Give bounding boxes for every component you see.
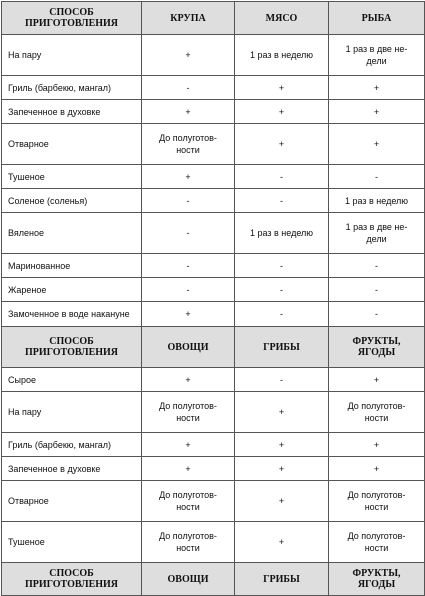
header-category-cell: РЫБА: [329, 2, 425, 35]
value-cell: -: [329, 165, 425, 189]
value-cell: -: [235, 368, 329, 392]
value-cell: +: [329, 457, 425, 481]
value-cell: -: [235, 254, 329, 278]
value-cell: +: [142, 457, 235, 481]
value-cell: -: [142, 278, 235, 302]
value-cell: До полуготов- ности: [329, 392, 425, 433]
value-cell: -: [235, 278, 329, 302]
header-category-cell: ОВОЩИ: [142, 327, 235, 368]
method-label-cell: Тушеное: [2, 165, 142, 189]
value-cell: +: [142, 433, 235, 457]
value-cell: +: [235, 433, 329, 457]
header-category-cell: ФРУКТЫ, ЯГОДЫ: [329, 327, 425, 368]
cooking-methods-table: [1, 1, 425, 596]
table-row: [2, 124, 425, 165]
value-cell: 1 раз в неделю: [329, 189, 425, 213]
table-row: [2, 457, 425, 481]
value-cell: До полуготов- ности: [142, 124, 235, 165]
value-cell: +: [235, 457, 329, 481]
method-label-cell: На пару: [2, 392, 142, 433]
method-label-cell: На пару: [2, 35, 142, 76]
value-cell: +: [235, 522, 329, 563]
value-cell: -: [329, 302, 425, 327]
value-cell: 1 раз в две не- дели: [329, 35, 425, 76]
table-row: [2, 302, 425, 327]
method-label-cell: Гриль (барбекю, мангал): [2, 433, 142, 457]
header-row: [2, 327, 425, 368]
value-cell: До полуготов- ности: [142, 522, 235, 563]
table-row: [2, 76, 425, 100]
value-cell: +: [142, 165, 235, 189]
value-cell: 1 раз в неделю: [235, 213, 329, 254]
table-row: [2, 100, 425, 124]
value-cell: +: [142, 100, 235, 124]
header-row: [2, 563, 425, 596]
value-cell: -: [142, 213, 235, 254]
value-cell: -: [235, 189, 329, 213]
value-cell: +: [329, 368, 425, 392]
value-cell: 1 раз в неделю: [235, 35, 329, 76]
value-cell: -: [235, 302, 329, 327]
value-cell: До полуготов- ности: [142, 392, 235, 433]
value-cell: +: [329, 433, 425, 457]
table-row: [2, 392, 425, 433]
header-category-cell: ФРУКТЫ, ЯГОДЫ: [329, 563, 425, 596]
header-category-cell: ГРИБЫ: [235, 563, 329, 596]
value-cell: +: [329, 76, 425, 100]
method-label-cell: Сырое: [2, 368, 142, 392]
value-cell: -: [329, 278, 425, 302]
table-row: [2, 433, 425, 457]
method-label-cell: Вяленое: [2, 213, 142, 254]
method-label-cell: Жареное: [2, 278, 142, 302]
method-label-cell: Соленое (соленья): [2, 189, 142, 213]
value-cell: +: [235, 100, 329, 124]
header-method-cell: СПОСОБ ПРИГОТОВЛЕНИЯ: [2, 327, 142, 368]
value-cell: -: [235, 165, 329, 189]
table-row: [2, 481, 425, 522]
method-label-cell: Отварное: [2, 481, 142, 522]
value-cell: +: [235, 124, 329, 165]
method-label-cell: Тушеное: [2, 522, 142, 563]
table-row: [2, 254, 425, 278]
header-method-cell: СПОСОБ ПРИГОТОВЛЕНИЯ: [2, 2, 142, 35]
value-cell: -: [142, 189, 235, 213]
method-label-cell: Отварное: [2, 124, 142, 165]
table-row: [2, 189, 425, 213]
value-cell: -: [142, 254, 235, 278]
method-label-cell: Маринованное: [2, 254, 142, 278]
value-cell: 1 раз в две не- дели: [329, 213, 425, 254]
header-method-cell: СПОСОБ ПРИГОТОВЛЕНИЯ: [2, 563, 142, 596]
table-row: [2, 278, 425, 302]
table-row: [2, 213, 425, 254]
value-cell: -: [142, 76, 235, 100]
header-category-cell: МЯСО: [235, 2, 329, 35]
value-cell: +: [142, 302, 235, 327]
table-body: [2, 2, 425, 596]
table-row: [2, 165, 425, 189]
value-cell: +: [235, 481, 329, 522]
header-category-cell: КРУПА: [142, 2, 235, 35]
value-cell: +: [329, 100, 425, 124]
method-label-cell: Гриль (барбекю, мангал): [2, 76, 142, 100]
table-row: [2, 522, 425, 563]
table-row: [2, 35, 425, 76]
value-cell: +: [142, 35, 235, 76]
value-cell: +: [235, 76, 329, 100]
value-cell: До полуготов- ности: [329, 481, 425, 522]
method-label-cell: Замоченное в воде накануне: [2, 302, 142, 327]
value-cell: -: [329, 254, 425, 278]
value-cell: До полуготов- ности: [142, 481, 235, 522]
method-label-cell: Запеченное в духовке: [2, 457, 142, 481]
value-cell: +: [142, 368, 235, 392]
header-category-cell: ОВОЩИ: [142, 563, 235, 596]
value-cell: До полуготов- ности: [329, 522, 425, 563]
header-category-cell: ГРИБЫ: [235, 327, 329, 368]
header-row: [2, 2, 425, 35]
value-cell: +: [235, 392, 329, 433]
table-row: [2, 368, 425, 392]
value-cell: +: [329, 124, 425, 165]
method-label-cell: Запеченное в духовке: [2, 100, 142, 124]
